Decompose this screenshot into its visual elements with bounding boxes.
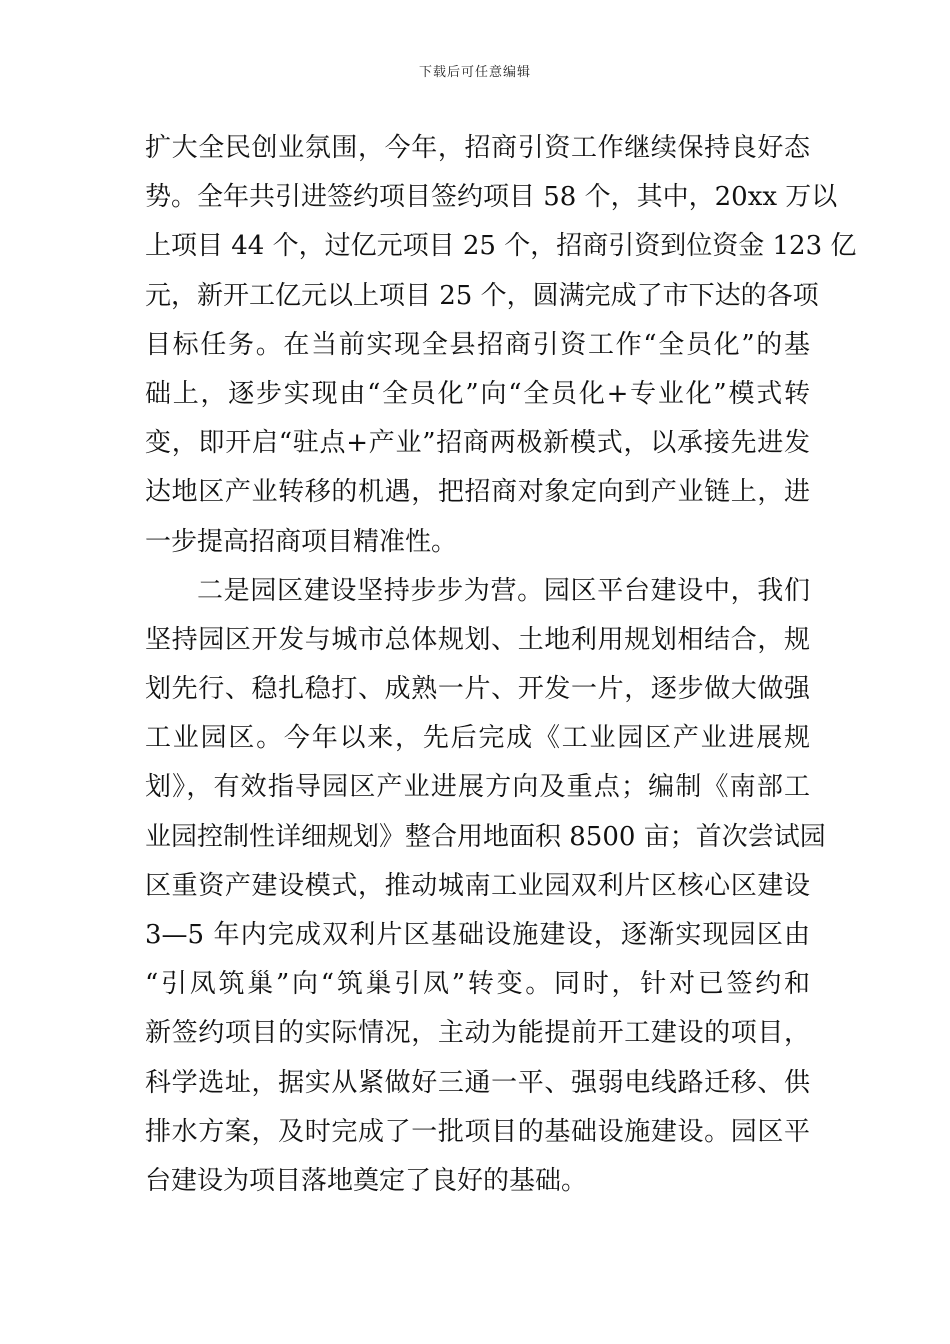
text-line: 划先行、稳扎稳打、成熟一片、开发一片，逐步做大做强 [145,674,810,705]
text-line: 目标任务。在当前实现全县招商引资工作“全员化”的基 [145,329,810,360]
text-line: 科学选址，据实从紧做好三通一平、强弱电线路迁移、供 [145,1067,810,1098]
text-line: 3—5 年内完成双利片区基础设施建设，逐渐实现园区由 [145,920,810,950]
document-body [145,124,857,1206]
text-line: 元，新开工亿元以上项目 25 个，圆满完成了市下达的各项 [145,280,819,311]
text-line: 排水方案，及时完成了一批项目的基础设施建设。园区平 [145,1116,810,1147]
text-line: 势。全年共引进签约项目签约项目 58 个，其中，20xx 万以 [145,182,838,213]
paragraph-investment [145,124,857,567]
text-line: 区重资产建设模式，推动城南工业园双利片区核心区建设 [145,870,810,901]
text-line: 础上，逐步实现由“全员化”向“全员化+专业化”模式转 [145,378,810,409]
text-line: 达地区产业转移的机遇，把招商对象定向到产业链上，进 [145,477,810,508]
text-line: 业园控制性详细规划》整合用地面积 8500 亩；首次尝试园 [145,821,826,852]
text-line: 变，即开启“驻点+产业”招商两极新模式，以承接先进发 [145,428,810,459]
text-line: 新签约项目的实际情况，主动为能提前开工建设的项目， [145,1018,810,1049]
text-line: 扩大全民创业氛围，今年，招商引资工作继续保持良好态 [145,133,810,163]
text-line: 二是园区建设坚持步步为营。园区平台建设中，我们 [197,575,810,606]
text-line: 一步提高招商项目精准性。 [145,526,458,557]
text-line: 划》，有效指导园区产业进展方向及重点；编制《南部工 [145,772,810,803]
text-line: 台建设为项目落地奠定了良好的基础。 [145,1165,588,1196]
text-line: 坚持园区开发与城市总体规划、土地利用规划相结合，规 [145,624,810,655]
text-line: 上项目 44 个，过亿元项目 25 个，招商引资到位资金 123 亿 [145,231,857,262]
paragraph-park-construction [145,567,826,1206]
text-line: “引凤筑巢”向“筑巢引凤”转变。同时，针对已签约和 [145,969,810,1000]
text-line: 工业园区。今年以来，先后完成《工业园区产业进展规 [145,723,810,754]
page-header: 下载后可任意编辑 [418,65,531,80]
